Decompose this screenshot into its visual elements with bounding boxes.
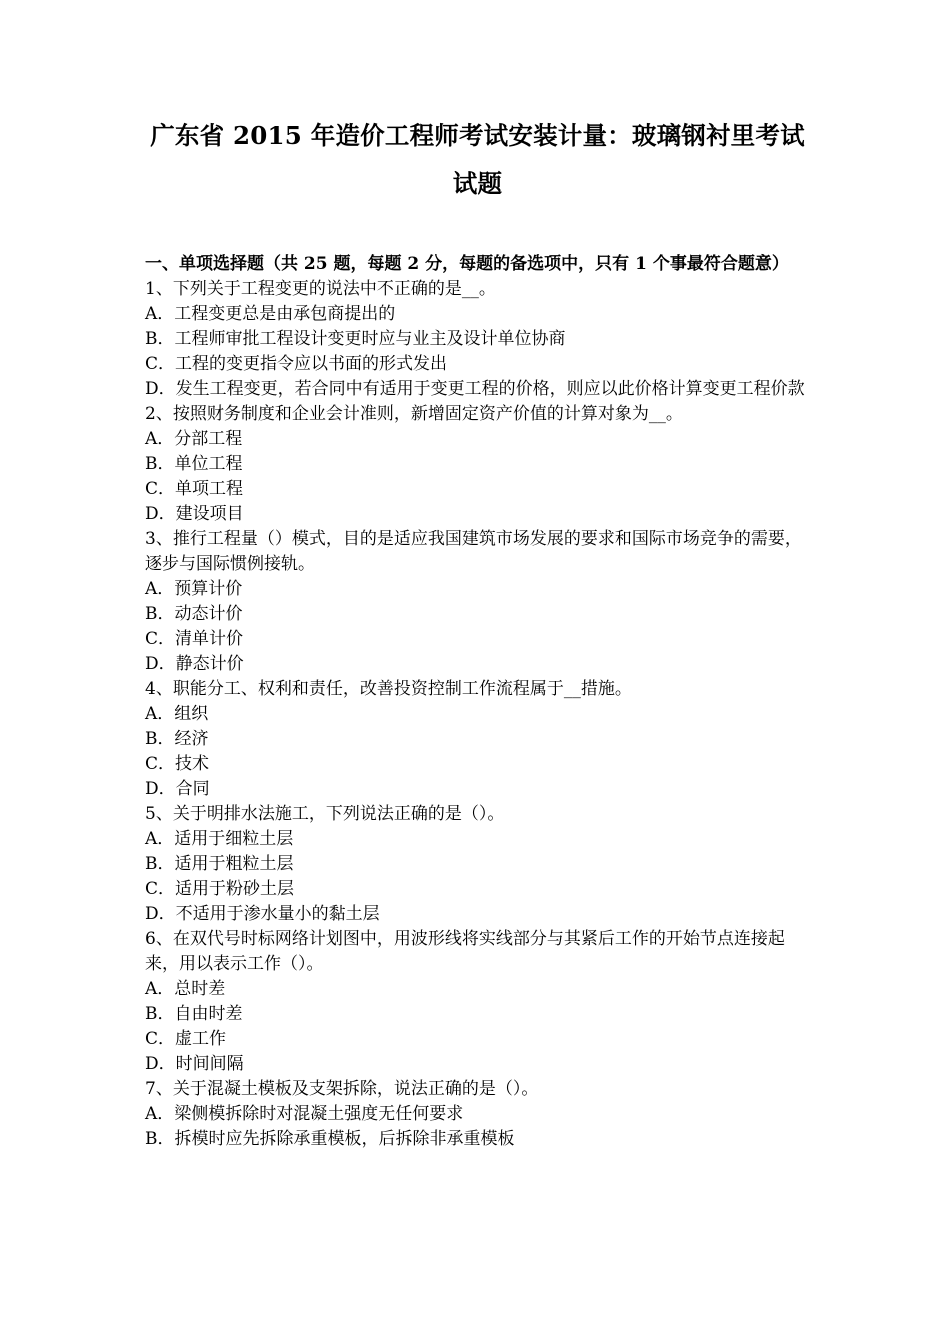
answer-option: B．自由时差 [145, 1004, 243, 1024]
question-stem: 5、关于明排水法施工，下列说法正确的是（）。 [145, 804, 505, 824]
answer-option: C．适用于粉砂土层 [145, 879, 295, 899]
question-stem: 1、下列关于工程变更的说法中不正确的是__。 [145, 279, 496, 299]
document-page [145, 112, 810, 1152]
question-item [145, 927, 810, 1077]
answer-option: B．工程师审批工程设计变更时应与业主及设计单位协商 [145, 329, 566, 349]
answer-option: B．适用于粗粒土层 [145, 854, 294, 874]
answer-option: D．不适用于渗水量小的黏土层 [145, 904, 380, 924]
answer-option: B．单位工程 [145, 454, 243, 474]
answer-option: B．拆模时应先拆除承重模板，后拆除非承重模板 [145, 1129, 515, 1149]
answer-option: B．动态计价 [145, 604, 243, 624]
question-item [145, 677, 810, 802]
answer-option: D．静态计价 [145, 654, 244, 674]
answer-option: C．单项工程 [145, 479, 244, 499]
question-stem: 7、关于混凝土模板及支架拆除，说法正确的是（）。 [145, 1079, 539, 1099]
answer-option: A．总时差 [145, 979, 226, 999]
question-stem: 4、职能分工、权利和责任，改善投资控制工作流程属于__措施。 [145, 679, 632, 699]
question-item [145, 1077, 810, 1152]
answer-option: C．工程的变更指令应以书面的形式发出 [145, 354, 448, 374]
question-stem: 3、推行工程量（）模式，目的是适应我国建筑市场发展的要求和国际市场竞争的需要，逐步与国际惯例接轨。 [145, 529, 802, 574]
answer-option: A．工程变更总是由承包商提出的 [145, 304, 396, 324]
answer-option: A．预算计价 [145, 579, 243, 599]
question-item [145, 802, 810, 927]
question-item [145, 527, 810, 677]
question-stem: 2、按照财务制度和企业会计准则，新增固定资产价值的计算对象为__。 [145, 404, 683, 424]
answer-option: C．清单计价 [145, 629, 244, 649]
answer-option: B．经济 [145, 729, 209, 749]
document-title: 广东省 2015 年造价工程师考试安装计量：玻璃钢衬里考试试题 [150, 121, 805, 198]
answer-option: D．合同 [145, 779, 210, 799]
answer-option: C．技术 [145, 754, 210, 774]
answer-option: A．梁侧模拆除时对混凝土强度无任何要求 [145, 1104, 464, 1124]
question-stem: 6、在双代号时标网络计划图中，用波形线将实线部分与其紧后工作的开始节点连接起来，用以表示工作（）。 [145, 929, 785, 974]
question-list [145, 277, 810, 1152]
answer-option: A．分部工程 [145, 429, 243, 449]
answer-option: D．建设项目 [145, 504, 244, 524]
answer-option: D．时间间隔 [145, 1054, 244, 1074]
answer-option: A．适用于细粒土层 [145, 829, 294, 849]
answer-option: A．组织 [145, 704, 209, 724]
section-heading: 一、单项选择题（共 25 题，每题 2 分，每题的备选项中，只有 1 个事最符合题意） [145, 254, 789, 274]
answer-option: C．虚工作 [145, 1029, 227, 1049]
answer-option: D．发生工程变更，若合同中有适用于变更工程的价格，则应以此价格计算变更工程价款 [145, 379, 805, 399]
question-item [145, 277, 810, 402]
question-item [145, 402, 810, 527]
